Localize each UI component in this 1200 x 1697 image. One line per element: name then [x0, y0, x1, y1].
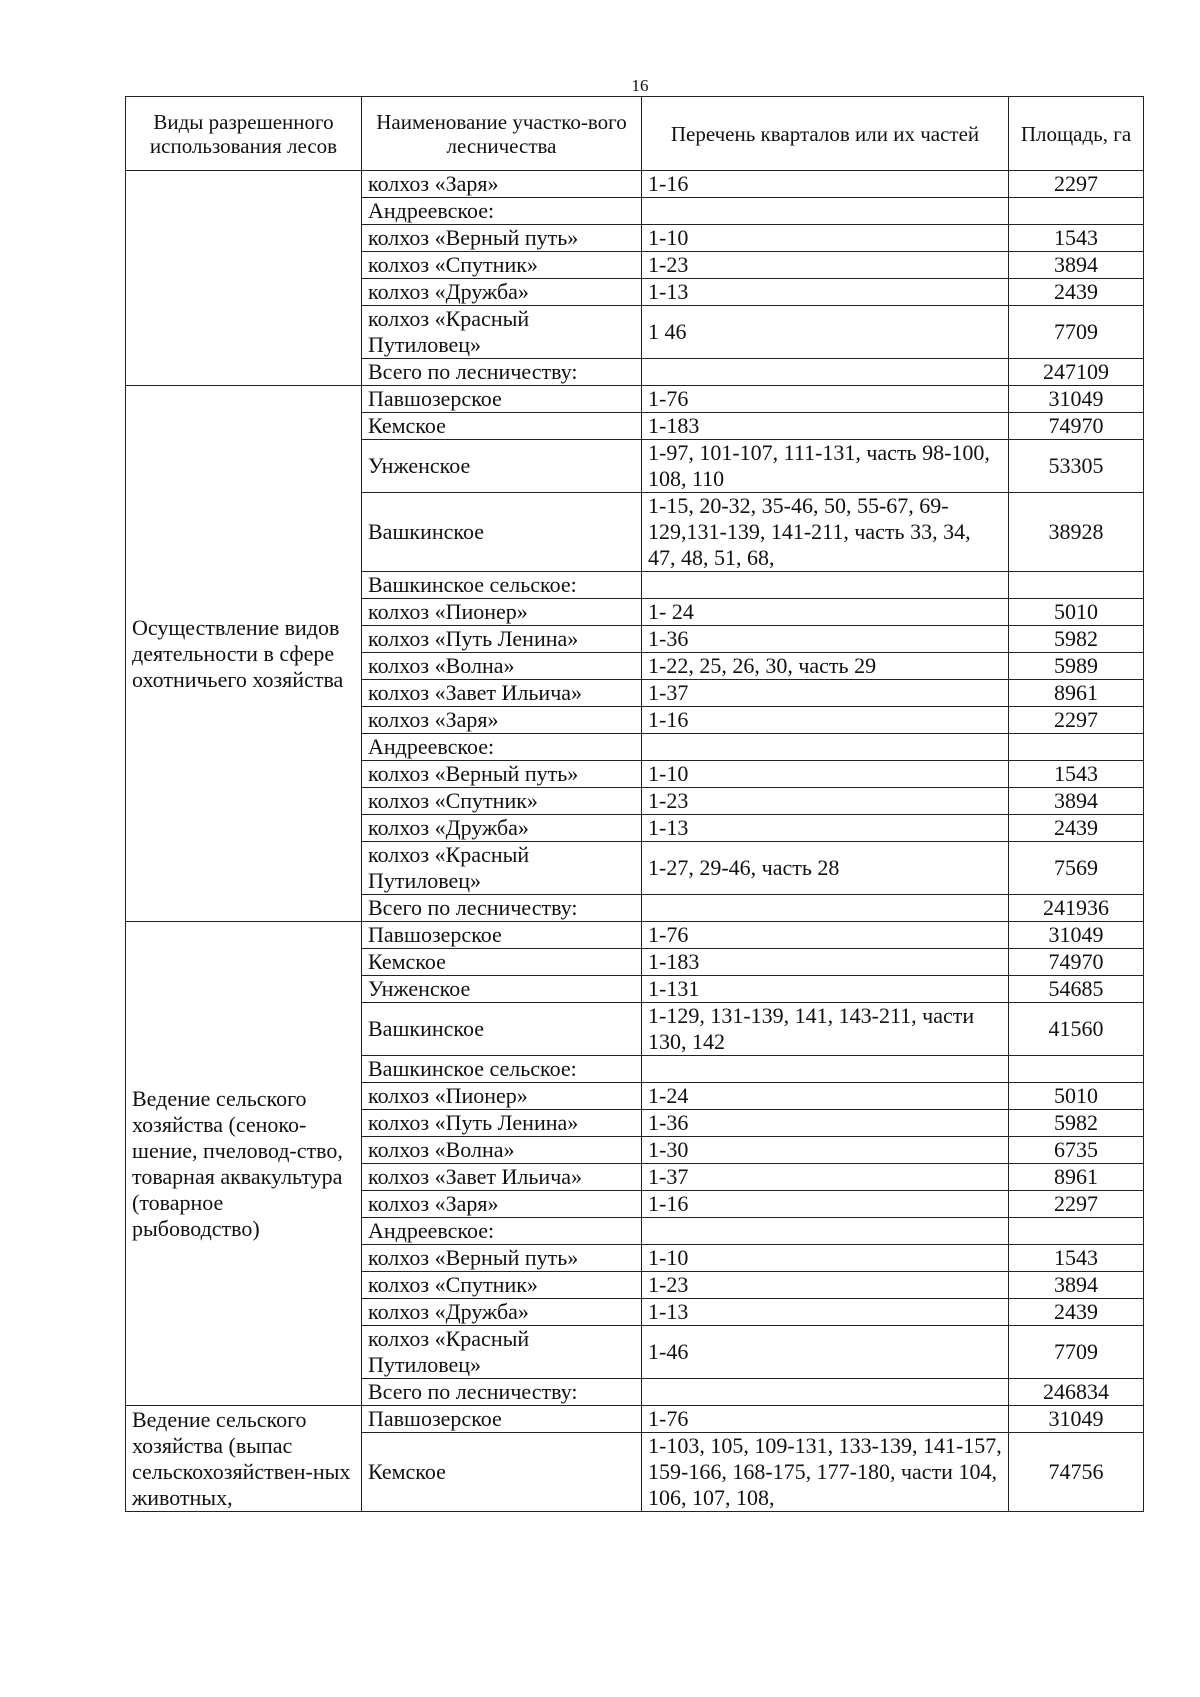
forestry-name-cell: колхоз «Спутник» — [362, 1272, 642, 1299]
forestry-name-cell: Вашкинское сельское: — [362, 572, 642, 599]
quarters-cell: 1-23 — [642, 788, 1009, 815]
forestry-name-cell: колхоз «Путь Ленина» — [362, 1110, 642, 1137]
area-cell: 38928 — [1009, 493, 1144, 572]
quarters-cell: 1-16 — [642, 171, 1009, 198]
area-cell: 6735 — [1009, 1137, 1144, 1164]
quarters-cell: 1-76 — [642, 922, 1009, 949]
forestry-name-cell: Вашкинское — [362, 1003, 642, 1056]
forestry-name-cell: колхоз «Красный Путиловец» — [362, 306, 642, 359]
area-cell: 8961 — [1009, 1164, 1144, 1191]
forestry-name-cell: Андреевское: — [362, 734, 642, 761]
forestry-name-cell: Андреевское: — [362, 198, 642, 225]
area-cell: 246834 — [1009, 1379, 1144, 1406]
area-cell — [1009, 1218, 1144, 1245]
quarters-cell: 1-131 — [642, 976, 1009, 1003]
area-cell: 74756 — [1009, 1433, 1144, 1512]
header-area: Площадь, га — [1009, 97, 1144, 171]
forestry-name-cell: Кемское — [362, 949, 642, 976]
quarters-cell: 1-22, 25, 26, 30, часть 29 — [642, 653, 1009, 680]
forestry-name-cell: колхоз «Верный путь» — [362, 225, 642, 252]
quarters-cell: 1-183 — [642, 949, 1009, 976]
quarters-cell: 1 46 — [642, 306, 1009, 359]
area-cell: 2439 — [1009, 1299, 1144, 1326]
table-row — [126, 1406, 1144, 1433]
forestry-name-cell: Всего по лесничеству: — [362, 1379, 642, 1406]
area-cell: 74970 — [1009, 949, 1144, 976]
forestry-name-cell: Павшозерское — [362, 922, 642, 949]
quarters-cell: 1-97, 101-107, 111-131, часть 98-100, 108, 110 — [642, 440, 1009, 493]
forestry-name-cell: колхоз «Заря» — [362, 707, 642, 734]
quarters-cell: 1-103, 105, 109-131, 133-139, 141-157, 159-166, 168-175, 177-180, части 104, 106, 107, 108, — [642, 1433, 1009, 1512]
forestry-name-cell: колхоз «Дружба» — [362, 1299, 642, 1326]
forestry-name-cell: колхоз «Пионер» — [362, 599, 642, 626]
quarters-cell — [642, 198, 1009, 225]
quarters-cell: 1-129, 131-139, 141, 143-211, части 130, 142 — [642, 1003, 1009, 1056]
forestry-name-cell: Унженское — [362, 440, 642, 493]
forest-use-table — [125, 96, 1144, 1512]
area-cell: 2297 — [1009, 707, 1144, 734]
area-cell: 247109 — [1009, 359, 1144, 386]
area-cell: 5010 — [1009, 1083, 1144, 1110]
area-cell: 1543 — [1009, 1245, 1144, 1272]
quarters-cell: 1-15, 20-32, 35-46, 50, 55-67, 69-129,131-139, 141-211, часть 33, 34, 47, 48, 51, 68, — [642, 493, 1009, 572]
forestry-name-cell: колхоз «Завет Ильича» — [362, 680, 642, 707]
area-cell: 41560 — [1009, 1003, 1144, 1056]
area-cell — [1009, 572, 1144, 599]
quarters-cell: 1-10 — [642, 225, 1009, 252]
area-cell: 2439 — [1009, 815, 1144, 842]
forestry-name-cell: колхоз «Заря» — [362, 171, 642, 198]
area-cell: 53305 — [1009, 440, 1144, 493]
forestry-name-cell: колхоз «Завет Ильича» — [362, 1164, 642, 1191]
quarters-cell: 1-10 — [642, 1245, 1009, 1272]
area-cell: 7709 — [1009, 306, 1144, 359]
forestry-name-cell: Андреевское: — [362, 1218, 642, 1245]
forestry-name-cell: Унженское — [362, 976, 642, 1003]
forestry-name-cell: колхоз «Красный Путиловец» — [362, 842, 642, 895]
quarters-cell — [642, 1056, 1009, 1083]
forestry-name-cell: Павшозерское — [362, 1406, 642, 1433]
forestry-name-cell: Кемское — [362, 413, 642, 440]
area-cell: 3894 — [1009, 788, 1144, 815]
use-type-cell — [126, 171, 362, 386]
forestry-name-cell: колхоз «Пионер» — [362, 1083, 642, 1110]
quarters-cell: 1-23 — [642, 1272, 1009, 1299]
quarters-cell — [642, 572, 1009, 599]
use-type-cell: Осуществление видов деятельности в сфере охотничьего хозяйства — [126, 386, 362, 922]
forestry-name-cell: колхоз «Верный путь» — [362, 761, 642, 788]
table-row — [126, 171, 1144, 198]
quarters-cell: 1-13 — [642, 279, 1009, 306]
table-body — [126, 171, 1144, 1512]
forestry-name-cell: колхоз «Дружба» — [362, 815, 642, 842]
quarters-cell: 1-183 — [642, 413, 1009, 440]
area-cell: 31049 — [1009, 1406, 1144, 1433]
quarters-cell: 1- 24 — [642, 599, 1009, 626]
quarters-cell — [642, 359, 1009, 386]
area-cell: 5010 — [1009, 599, 1144, 626]
quarters-cell: 1-16 — [642, 1191, 1009, 1218]
header-use: Виды разрешенного использования лесов — [126, 97, 362, 171]
quarters-cell: 1-16 — [642, 707, 1009, 734]
quarters-cell — [642, 734, 1009, 761]
forestry-name-cell: Всего по лесничеству: — [362, 895, 642, 922]
table-row — [126, 922, 1144, 949]
quarters-cell: 1-76 — [642, 386, 1009, 413]
area-cell: 2297 — [1009, 171, 1144, 198]
area-cell: 7709 — [1009, 1326, 1144, 1379]
area-cell: 5982 — [1009, 626, 1144, 653]
area-cell: 241936 — [1009, 895, 1144, 922]
use-type-cell: Ведение сельского хозяйства (выпас сельскохозяйствен-ных животных, — [126, 1406, 362, 1512]
area-cell: 2297 — [1009, 1191, 1144, 1218]
quarters-cell: 1-13 — [642, 815, 1009, 842]
forestry-name-cell: колхоз «Верный путь» — [362, 1245, 642, 1272]
forestry-name-cell: колхоз «Красный Путиловец» — [362, 1326, 642, 1379]
quarters-cell: 1-10 — [642, 761, 1009, 788]
area-cell: 31049 — [1009, 386, 1144, 413]
area-cell — [1009, 198, 1144, 225]
quarters-cell: 1-30 — [642, 1137, 1009, 1164]
quarters-cell: 1-46 — [642, 1326, 1009, 1379]
area-cell: 1543 — [1009, 225, 1144, 252]
quarters-cell: 1-37 — [642, 1164, 1009, 1191]
forestry-name-cell: Вашкинское — [362, 493, 642, 572]
quarters-cell: 1-36 — [642, 626, 1009, 653]
use-type-cell: Ведение сельского хозяйства (сеноко-шение, пчеловод-ство, товарная аквакультура (товарное рыбоводство) — [126, 922, 362, 1406]
area-cell: 1543 — [1009, 761, 1144, 788]
area-cell — [1009, 1056, 1144, 1083]
forestry-name-cell: колхоз «Дружба» — [362, 279, 642, 306]
forestry-name-cell: колхоз «Спутник» — [362, 252, 642, 279]
forestry-name-cell: Вашкинское сельское: — [362, 1056, 642, 1083]
forestry-name-cell: Павшозерское — [362, 386, 642, 413]
area-cell: 2439 — [1009, 279, 1144, 306]
quarters-cell: 1-27, 29-46, часть 28 — [642, 842, 1009, 895]
header-forestry: Наименование участко-вого лесничества — [362, 97, 642, 171]
forestry-name-cell: колхоз «Волна» — [362, 1137, 642, 1164]
area-cell: 3894 — [1009, 252, 1144, 279]
quarters-cell: 1-76 — [642, 1406, 1009, 1433]
area-cell: 31049 — [1009, 922, 1144, 949]
forestry-name-cell: колхоз «Спутник» — [362, 788, 642, 815]
quarters-cell: 1-37 — [642, 680, 1009, 707]
area-cell: 54685 — [1009, 976, 1144, 1003]
area-cell: 8961 — [1009, 680, 1144, 707]
area-cell: 5989 — [1009, 653, 1144, 680]
page-number: 16 — [631, 76, 649, 95]
area-cell: 74970 — [1009, 413, 1144, 440]
header-quarters: Перечень кварталов или их частей — [642, 97, 1009, 171]
forestry-name-cell: колхоз «Путь Ленина» — [362, 626, 642, 653]
quarters-cell: 1-13 — [642, 1299, 1009, 1326]
forestry-name-cell: колхоз «Волна» — [362, 653, 642, 680]
quarters-cell — [642, 1218, 1009, 1245]
forestry-name-cell: Всего по лесничеству: — [362, 359, 642, 386]
forestry-name-cell: колхоз «Заря» — [362, 1191, 642, 1218]
forestry-name-cell: Кемское — [362, 1433, 642, 1512]
area-cell: 5982 — [1009, 1110, 1144, 1137]
area-cell: 3894 — [1009, 1272, 1144, 1299]
quarters-cell — [642, 1379, 1009, 1406]
quarters-cell: 1-24 — [642, 1083, 1009, 1110]
area-cell: 7569 — [1009, 842, 1144, 895]
table-row — [126, 386, 1144, 413]
quarters-cell: 1-36 — [642, 1110, 1009, 1137]
area-cell — [1009, 734, 1144, 761]
quarters-cell — [642, 895, 1009, 922]
quarters-cell: 1-23 — [642, 252, 1009, 279]
